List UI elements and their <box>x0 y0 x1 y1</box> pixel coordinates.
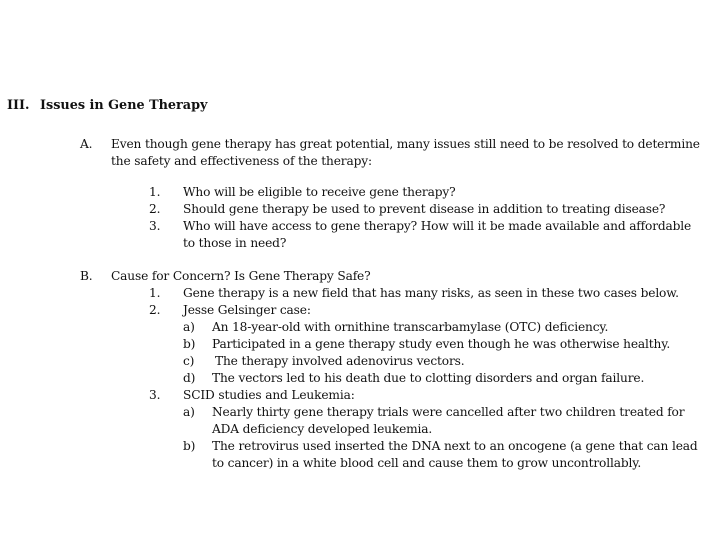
sub-letter: d) <box>183 371 196 385</box>
sub-text: An 18-year-old with ornithine transcarbamylase (OTC) deficiency. <box>212 320 609 334</box>
sub-text: Participated in a gene therapy study even though he was otherwise healthy. <box>212 337 671 351</box>
sub-text: Nearly thirty gene therapy trials were cancelled after two children treated for <box>212 405 685 419</box>
sub-text: to cancer) in a white blood cell and cause them to grow uncontrollably. <box>212 456 642 470</box>
point-text: SCID studies and Leukemia: <box>183 388 355 402</box>
item-b-label: B. <box>80 269 93 283</box>
question-text: Who will be eligible to receive gene therapy? <box>183 185 456 199</box>
sub-letter: b) <box>183 337 196 351</box>
question-text: Should gene therapy be used to prevent disease in addition to treating disease? <box>183 202 666 216</box>
item-b-title: Cause for Concern? Is Gene Therapy Safe? <box>111 269 371 283</box>
point-text: Gene therapy is a new field that has many risks, as seen in these two cases below. <box>183 286 679 300</box>
point-number: 3. <box>149 388 161 402</box>
question-number: 2. <box>149 202 161 216</box>
item-a-text-line: Even though gene therapy has great potential, many issues still need to be resolved to determine <box>111 137 700 151</box>
sub-text: ADA deficiency developed leukemia. <box>212 422 433 436</box>
sub-text: The retrovirus used inserted the DNA next to an oncogene (a gene that can lead <box>212 439 698 453</box>
sub-letter: a) <box>183 405 195 419</box>
item-a-text-line: the safety and effectiveness of the therapy: <box>111 154 372 168</box>
question-number: 1. <box>149 185 161 199</box>
question-number: 3. <box>149 219 161 233</box>
sub-letter: b) <box>183 439 196 453</box>
point-number: 1. <box>149 286 161 300</box>
sub-letter: c) <box>183 354 195 368</box>
sub-letter: a) <box>183 320 195 334</box>
section-title: Issues in Gene Therapy <box>40 98 208 113</box>
item-a-label: A. <box>80 137 93 151</box>
sub-text: The vectors led to his death due to clotting disorders and organ failure. <box>212 371 645 385</box>
question-text: Who will have access to gene therapy? How will it be made available and affordable <box>183 219 692 233</box>
sub-text: The therapy involved adenovirus vectors. <box>215 354 465 368</box>
section-number: III. <box>7 98 30 113</box>
point-text: Jesse Gelsinger case: <box>183 303 311 317</box>
question-text: to those in need? <box>183 236 287 250</box>
point-number: 2. <box>149 303 161 317</box>
